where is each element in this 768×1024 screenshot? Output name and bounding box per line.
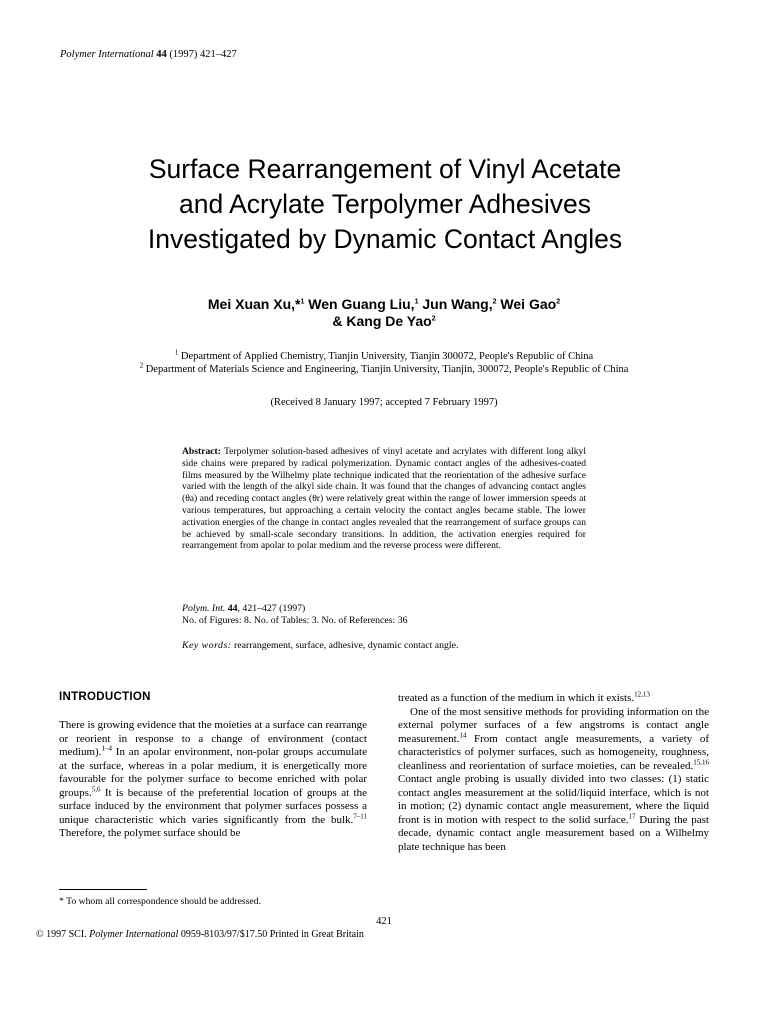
affiliation-item: $^1$ Department of Applied Chemistry, Tianjin University, Tianjin 300072, People's Republic of China xyxy=(174,348,594,362)
keywords-label: Key words: xyxy=(182,640,232,651)
author-affiliation-mark: 1 xyxy=(414,298,419,306)
author-list xyxy=(60,296,708,330)
received-dates: (Received 8 January 1997; accepted 7 February 1997) xyxy=(270,397,498,408)
section-heading: INTRODUCTION xyxy=(59,691,151,703)
author: Mei Xuan Xu,* xyxy=(207,296,301,312)
abstract-label: Abstract: xyxy=(182,446,221,457)
citation-superscript: 14 xyxy=(459,730,467,739)
figure-table-counts: No. of Figures: 8. No. of Tables: 3. No. of References: 36 xyxy=(182,615,408,626)
affiliations xyxy=(40,350,728,376)
page-number: 421 xyxy=(376,916,392,927)
journal-name: Polymer International xyxy=(60,49,154,60)
title-line: Surface Rearrangement of Vinyl Acetate xyxy=(148,154,622,184)
paragraph: One of the most sensitive methods for providing information on the external polymer surfaces of a few angstroms is contact angle measurement.$^{14}$ From contact angle measurements, a variety of characteristics of polymer surfaces, such as homogeneity, roughness, cleanliness and reorientation of surface moieties, can be revealed.$^{15,16}$ Contact angle probing is usually divided into two classes: (1) static contact angles measurement at the solid/liquid interface, which is not in motion; (2) dynamic contact angle measurement, where the liquid front is in motion with respect to the solid surface.$^{17}$ During the past decade, dynamic contact angle measurement based on a Wilhelmy plate technique has been xyxy=(398,705,709,853)
author: Jun Wang, xyxy=(422,296,493,312)
left-column xyxy=(59,719,367,841)
keywords xyxy=(182,640,458,651)
right-column xyxy=(398,692,709,854)
citation-superscript: 12,13 xyxy=(634,690,650,699)
copyright-footer: © 1997 SCI. Polymer International 0959-8103/97/$17.50 Printed in Great Britain xyxy=(36,929,364,940)
journal-year-pages: (1997) 421–427 xyxy=(169,49,237,60)
authors-line-2 xyxy=(60,313,708,330)
citation-superscript: 15,16 xyxy=(693,757,709,766)
author-affiliation-mark: 1 xyxy=(300,298,305,306)
correspondence-footnote: * To whom all correspondence should be addressed. xyxy=(59,896,261,907)
citation-superscript: 17 xyxy=(628,811,636,820)
journal-header xyxy=(60,49,237,60)
authors-line-1 xyxy=(60,296,708,313)
footnote-rule xyxy=(59,889,147,890)
paragraph: There is growing evidence that the moieties at a surface can rearrange or reorient in response to a change of environment (contact medium).$^{1-4}$ In an apolar environment, non-polar groups accumulate at the surface, whereas in a polar medium, it is energetically more favourable for the polymer surface to become enriched with polar groups.$^{5,6}$ It is because of the preferential location of groups at the surface induced by the environment that polymer surfaces possess a unique characteristic which varies significantly from the bulk.$^{7-11}$ Therefore, the polymer surface should be xyxy=(59,719,367,839)
citation-line: Polym. Int. 44, 421–427 (1997) xyxy=(182,603,306,614)
abstract xyxy=(182,446,586,552)
paragraph: treated as a function of the medium in which it exists.$^{12,13}$ xyxy=(398,690,650,704)
author: & Kang De Yao xyxy=(332,313,432,329)
citation-info xyxy=(182,603,408,627)
title-line: and Acrylate Terpolymer Adhesives xyxy=(179,189,591,219)
citation-superscript: 5,6 xyxy=(91,784,101,793)
author: Wen Guang Liu, xyxy=(308,296,415,312)
abstract-text: Terpolymer solution-based adhesives of vinyl acetate and acrylates with different long alkyl side chains were prepared by radical polymerization. Dynamic contact angles of the adhesives-coated films measured by the Wilhelmy plate technique indicated that the reorientation of the adhesive surface varied with the length of the alkyl side chain. It was found that the changes of advancing contact angles (θa) and receding contact angles (θr) were relatively great within the range of lower immersion speeds at various temperatures, but approaching a certain velocity the contact angles became stable. The lower activation energies of the change in contact angles revealed that the rearrangement of surface groups can be achieved by small-scale secondary transitions. In addition, the activation energies required for rearrangement from apolar to polar medium and the reverse process were different. xyxy=(182,446,586,552)
author-affiliation-mark: 2 xyxy=(556,298,561,306)
affiliation-item: $^2$ Department of Materials Science and Engineering, Tianjin University, Tianjin, 300072, People's Republic of China xyxy=(139,361,629,375)
journal-volume: 44 xyxy=(156,49,167,60)
keywords-text: rearrangement, surface, adhesive, dynamic contact angle. xyxy=(234,640,459,651)
citation-superscript: 1–4 xyxy=(101,744,112,753)
title-line: Investigated by Dynamic Contact Angles xyxy=(147,224,623,254)
author-affiliation-mark: 2 xyxy=(431,315,436,323)
citation-superscript: 7–11 xyxy=(353,811,367,820)
paper-title xyxy=(40,152,730,257)
author-affiliation-mark: 2 xyxy=(492,298,497,306)
author: Wei Gao xyxy=(500,296,557,312)
